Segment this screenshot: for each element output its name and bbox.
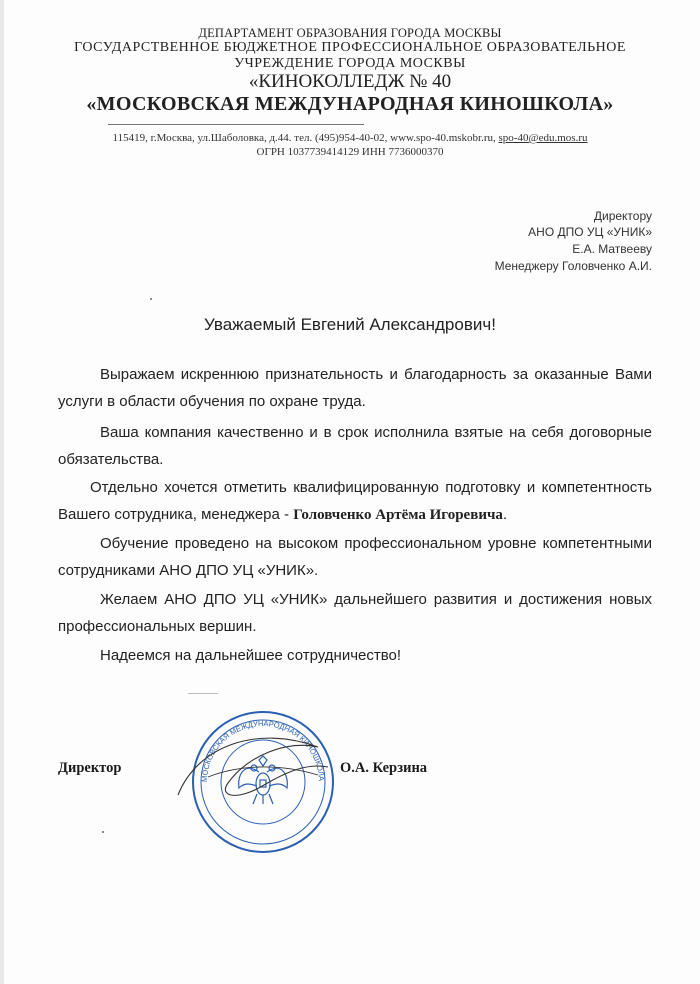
official-stamp-icon xyxy=(168,705,338,855)
recipient-line4: Менеджеру Головченко А.И. xyxy=(494,259,652,273)
body-p3-line2 xyxy=(58,507,652,523)
recipient-line1: Директору xyxy=(593,209,652,223)
header-address xyxy=(0,132,700,144)
scan-mark xyxy=(188,693,218,694)
signature-name: О.А. Керзина xyxy=(340,760,428,776)
body-p5-line2: профессиональных вершин. xyxy=(58,618,257,635)
employee-name: Головченко Артёма Игоревича xyxy=(293,507,503,523)
header-school: «МОСКОВСКАЯ МЕЖДУНАРОДНАЯ КИНОШКОЛА» xyxy=(86,93,614,115)
body-p1-line2: услуги в области обучения по охране труда. xyxy=(58,393,366,410)
address-text: 115419, г.Москва, ул.Шаболовка, д.44. тел. (495)954-40-02, xyxy=(112,132,388,144)
body-p4-line2: сотрудниками АНО ДПО УЦ «УНИК». xyxy=(58,562,319,579)
website-link[interactable]: www.spo-40.mskobr.ru, xyxy=(390,132,496,144)
body-p3-line1: Отдельно хочется отметить квалифицированную подготовку и компетентность xyxy=(90,479,652,496)
header-department: ДЕПАРТАМЕНТ ОБРАЗОВАНИЯ ГОРОДА МОСКВЫ xyxy=(198,26,502,40)
recipient-line2: АНО ДПО УЦ «УНИК» xyxy=(528,225,652,239)
body-p3-suffix: . xyxy=(502,506,508,523)
body-p5-line1: Желаем АНО ДПО УЦ «УНИК» дальнейшего развития и достижения новых xyxy=(100,591,652,608)
stamp-text: МОСКОВСКАЯ МЕЖДУНАРОДНАЯ КИНОШКОЛА xyxy=(199,718,327,783)
scan-speck xyxy=(150,298,152,300)
header-college: «КИНОКОЛЛЕДЖ № 40 xyxy=(248,71,452,92)
greeting: Уважаемый Евгений Александрович! xyxy=(204,315,496,334)
recipient-line3: Е.А. Матвееву xyxy=(572,242,652,256)
header-rule xyxy=(108,124,364,125)
scan-speck xyxy=(102,831,104,833)
header-institution-line1: ГОСУДАРСТВЕННОЕ БЮДЖЕТНОЕ ПРОФЕССИОНАЛЬНОЕ ОБРАЗОВАТЕЛЬНОЕ xyxy=(74,40,626,55)
body-p4-line1: Обучение проведено на высоком профессиональном уровне компетентными xyxy=(100,535,652,552)
email-link[interactable]: spo-40@edu.mos.ru xyxy=(498,132,588,144)
body-p3-prefix: Вашего сотрудника, менеджера - xyxy=(58,506,294,523)
body-p6: Надеемся на дальнейшее сотрудничество! xyxy=(100,647,402,664)
body-p1-line1: Выражаем искреннюю признательность и благодарность за оказанные Вами xyxy=(100,366,652,383)
header-institution-line2: УЧРЕЖДЕНИЕ ГОРОДА МОСКВЫ xyxy=(234,56,466,71)
body-p2-line1: Ваша компания качественно и в срок исполнила взятые на себя договорные xyxy=(100,424,652,441)
signature-title: Директор xyxy=(58,760,122,776)
header-registry: ОГРН 1037739414129 ИНН 7736000370 xyxy=(256,146,444,158)
body-p2-line2: обязательства. xyxy=(58,451,164,468)
